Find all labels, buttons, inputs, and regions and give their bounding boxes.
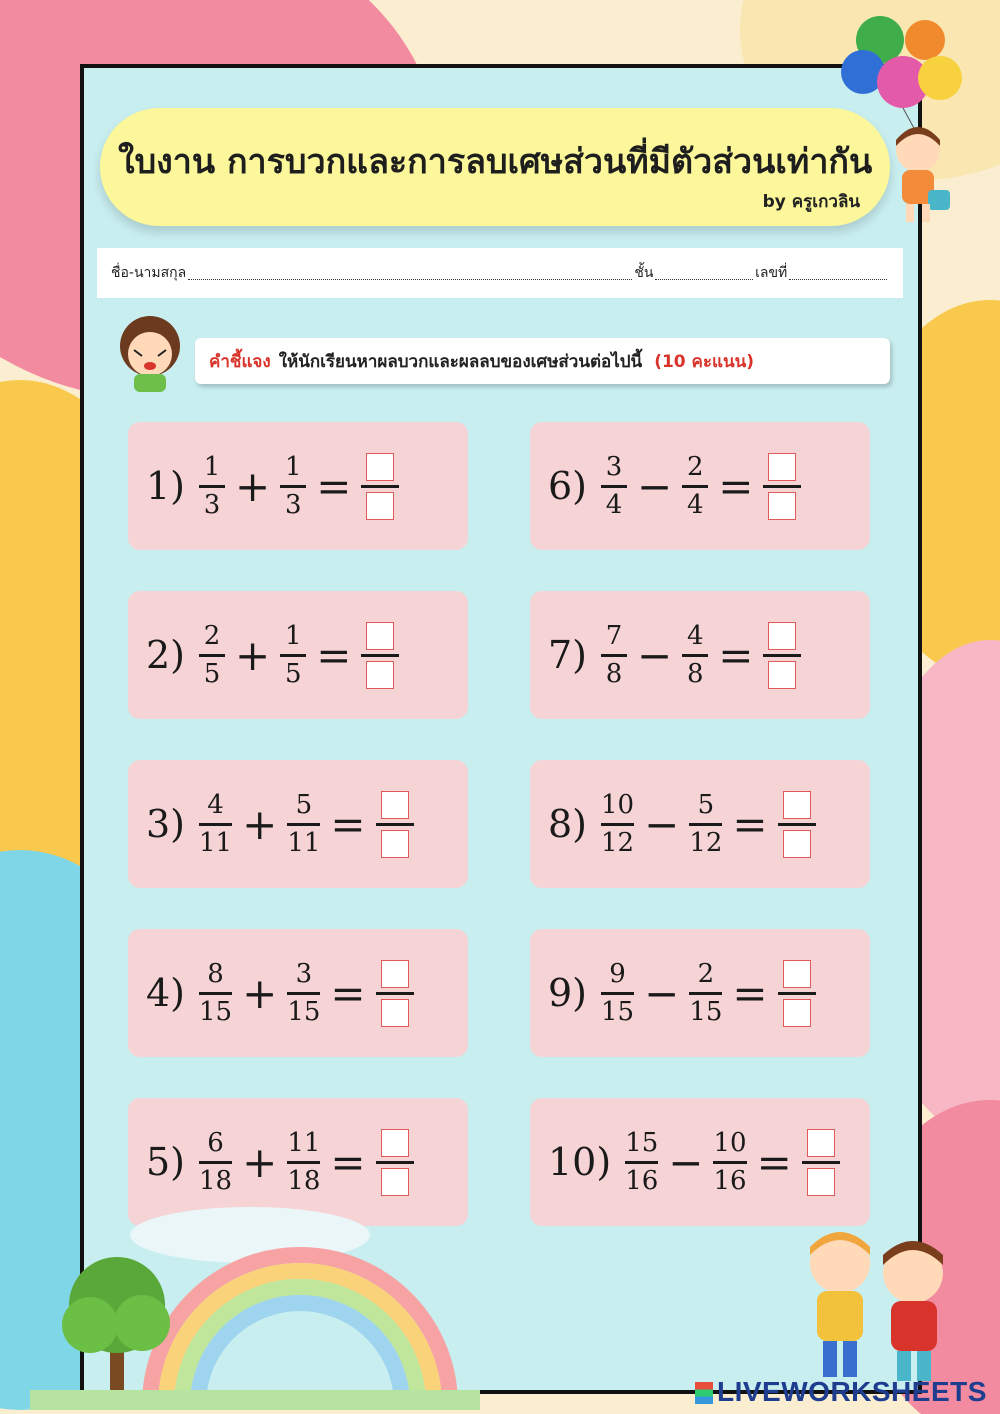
answer-fraction — [802, 1129, 840, 1196]
instructions-text: ให้นักเรียนหาผลบวกและผลลบของเศษส่วนต่อไปนี้ — [278, 351, 643, 372]
fraction-b — [287, 791, 320, 857]
kids-illustration-icon — [795, 1225, 970, 1390]
fraction-b-denominator: 15 — [689, 996, 723, 1027]
answer-fraction — [361, 453, 399, 520]
fraction-bar — [601, 485, 627, 488]
fraction-bar — [625, 1161, 658, 1164]
fraction-bar — [601, 823, 634, 826]
equals-sign: = — [718, 630, 754, 680]
question-card — [530, 1098, 870, 1226]
logo-text: LIVEWORKSHEETS — [717, 1376, 987, 1407]
fraction-bar — [280, 485, 306, 488]
answer-fraction — [376, 791, 414, 858]
fraction-bar — [376, 823, 414, 826]
equals-sign: = — [732, 799, 768, 849]
operator-sign: − — [644, 968, 680, 1018]
answer-numerator-input[interactable] — [381, 960, 409, 988]
fraction-bar — [287, 823, 320, 826]
fraction-bar — [376, 992, 414, 995]
fraction-a-denominator: 11 — [199, 827, 233, 858]
fraction-bar — [713, 1161, 746, 1164]
answer-denominator-input[interactable] — [783, 830, 811, 858]
fraction-b-numerator: 2 — [686, 451, 704, 482]
fraction-a-denominator: 16 — [625, 1165, 659, 1196]
question-card — [530, 760, 870, 888]
fraction-bar — [601, 654, 627, 657]
answer-numerator-input[interactable] — [783, 960, 811, 988]
question-number: 2) — [146, 633, 186, 677]
fraction-b-denominator: 18 — [287, 1165, 321, 1196]
equals-sign: = — [732, 968, 768, 1018]
fraction-bar — [682, 485, 708, 488]
fraction-b-denominator: 4 — [686, 489, 704, 520]
answer-fraction — [763, 453, 801, 520]
question-number: 9) — [548, 971, 588, 1015]
answer-fraction — [361, 622, 399, 689]
fraction-b — [287, 1129, 320, 1195]
fraction-a-denominator: 15 — [199, 996, 233, 1027]
fraction-b-numerator: 5 — [295, 789, 313, 820]
fraction-bar — [778, 992, 816, 995]
answer-denominator-input[interactable] — [381, 999, 409, 1027]
fraction-b-denominator: 8 — [686, 658, 704, 689]
answer-denominator-input[interactable] — [768, 492, 796, 520]
logo-icon — [695, 1382, 713, 1404]
fraction-a — [199, 622, 225, 688]
operator-sign: + — [242, 799, 278, 849]
fraction-a-numerator: 6 — [207, 1127, 224, 1158]
class-label: ชั้น — [634, 265, 654, 281]
fraction-a — [601, 622, 627, 688]
fraction-a-numerator: 9 — [609, 958, 626, 989]
fraction-b-numerator: 1 — [284, 451, 302, 482]
fraction-bar — [199, 992, 232, 995]
fraction-a-denominator: 12 — [601, 827, 635, 858]
fraction-b — [689, 960, 722, 1026]
answer-denominator-input[interactable] — [783, 999, 811, 1027]
fraction-bar — [682, 654, 708, 657]
author-byline: by ครูเกวลิน — [762, 192, 860, 212]
answer-numerator-input[interactable] — [366, 453, 394, 481]
question-number: 1) — [146, 464, 186, 508]
answer-denominator-input[interactable] — [366, 492, 394, 520]
operator-sign: + — [235, 630, 271, 680]
fraction-bar — [287, 1161, 320, 1164]
operator-sign: − — [637, 461, 673, 511]
fraction-bar — [689, 823, 722, 826]
fraction-a-numerator: 15 — [625, 1127, 659, 1158]
answer-numerator-input[interactable] — [381, 791, 409, 819]
answer-numerator-input[interactable] — [366, 622, 394, 650]
equals-sign: = — [718, 461, 754, 511]
fraction-a — [601, 960, 634, 1026]
fraction-a-denominator: 5 — [203, 658, 221, 689]
answer-fraction — [376, 1129, 414, 1196]
fraction-b-denominator: 3 — [284, 489, 302, 520]
fraction-b-numerator: 5 — [697, 789, 715, 820]
answer-numerator-input[interactable] — [783, 791, 811, 819]
answer-fraction — [778, 960, 816, 1027]
instructions-points: (10 คะแนน) — [654, 351, 755, 372]
question-number: 7) — [548, 633, 588, 677]
question-card — [530, 591, 870, 719]
fraction-b-numerator: 1 — [284, 620, 302, 651]
fraction-b — [287, 960, 320, 1026]
fraction-b-denominator: 12 — [689, 827, 723, 858]
operator-sign: + — [235, 461, 271, 511]
girl-avatar-icon — [112, 312, 188, 392]
page-title: ใบงาน การบวกและการลบเศษส่วนที่มีตัวส่วนเท่ากัน — [118, 142, 873, 182]
fraction-b — [682, 622, 708, 688]
fraction-b-numerator: 11 — [287, 1127, 321, 1158]
fraction-a-denominator: 3 — [203, 489, 221, 520]
fraction-a — [199, 1129, 232, 1195]
fraction-a-numerator: 8 — [207, 958, 224, 989]
fraction-b — [280, 453, 306, 519]
liveworksheets-logo — [695, 1376, 987, 1408]
fraction-bar — [376, 1161, 414, 1164]
fraction-bar — [361, 654, 399, 657]
fraction-a — [601, 453, 627, 519]
answer-numerator-input[interactable] — [768, 622, 796, 650]
fraction-bar — [199, 823, 232, 826]
answer-denominator-input[interactable] — [381, 1168, 409, 1196]
fraction-bar — [361, 485, 399, 488]
fraction-b — [280, 622, 306, 688]
fraction-b-numerator: 2 — [697, 958, 715, 989]
fraction-b-numerator: 4 — [686, 620, 704, 651]
fraction-bar — [802, 1161, 840, 1164]
answer-fraction — [376, 960, 414, 1027]
fraction-bar — [199, 654, 225, 657]
question-card — [530, 422, 870, 550]
fraction-bar — [287, 992, 320, 995]
class-field[interactable] — [655, 267, 753, 280]
fraction-a-numerator: 7 — [605, 620, 623, 651]
equals-sign: = — [316, 630, 352, 680]
answer-denominator-input[interactable] — [381, 830, 409, 858]
rainbow-scenery-icon — [30, 1205, 480, 1410]
fraction-bar — [601, 992, 634, 995]
question-card — [128, 422, 468, 550]
fraction-a-numerator: 1 — [203, 451, 221, 482]
answer-numerator-input[interactable] — [807, 1129, 835, 1157]
fraction-b-numerator: 3 — [295, 958, 313, 989]
fraction-a — [199, 453, 225, 519]
answer-fraction — [763, 622, 801, 689]
fraction-bar — [689, 992, 722, 995]
question-number: 8) — [548, 802, 588, 846]
operator-sign: − — [668, 1137, 704, 1187]
fraction-b-denominator: 11 — [287, 827, 321, 858]
fraction-bar — [778, 823, 816, 826]
question-number: 4) — [146, 971, 186, 1015]
name-label: ชื่อ-นามสกุล — [111, 265, 187, 281]
fraction-b-denominator: 16 — [713, 1165, 747, 1196]
girl-illustration-icon — [880, 120, 960, 230]
operator-sign: + — [242, 968, 278, 1018]
fraction-b — [682, 453, 708, 519]
equals-sign: = — [330, 968, 366, 1018]
answer-numerator-input[interactable] — [768, 453, 796, 481]
fraction-a — [625, 1129, 658, 1195]
answer-denominator-input[interactable] — [768, 661, 796, 689]
fraction-a — [601, 791, 634, 857]
fraction-a — [199, 791, 232, 857]
fraction-bar — [763, 485, 801, 488]
question-number: 10) — [548, 1140, 612, 1184]
fraction-b-denominator: 5 — [284, 658, 302, 689]
question-card — [128, 760, 468, 888]
fraction-b-denominator: 15 — [287, 996, 321, 1027]
fraction-bar — [199, 485, 225, 488]
fraction-b-numerator: 10 — [713, 1127, 747, 1158]
fraction-a-denominator: 18 — [199, 1165, 233, 1196]
fraction-a-numerator: 10 — [601, 789, 635, 820]
number-label: เลขที่ — [755, 265, 788, 281]
number-field[interactable] — [789, 267, 887, 280]
fraction-a-numerator: 4 — [207, 789, 224, 820]
question-card — [128, 929, 468, 1057]
question-number: 5) — [146, 1140, 186, 1184]
question-card — [128, 591, 468, 719]
fraction-a-denominator: 15 — [601, 996, 635, 1027]
instructions-bar — [195, 338, 890, 384]
fraction-a — [199, 960, 232, 1026]
operator-sign: + — [242, 1137, 278, 1187]
instructions-label: คำชี้แจง — [209, 351, 271, 372]
operator-sign: − — [637, 630, 673, 680]
fraction-b — [689, 791, 722, 857]
answer-numerator-input[interactable] — [381, 1129, 409, 1157]
answer-fraction — [778, 791, 816, 858]
question-number: 6) — [548, 464, 588, 508]
fraction-a-denominator: 8 — [605, 658, 623, 689]
operator-sign: − — [644, 799, 680, 849]
question-number: 3) — [146, 802, 186, 846]
fraction-a-numerator: 3 — [605, 451, 623, 482]
question-card — [530, 929, 870, 1057]
student-info-strip — [97, 248, 903, 298]
fraction-bar — [280, 654, 306, 657]
fraction-a-denominator: 4 — [605, 489, 623, 520]
name-field[interactable] — [188, 267, 632, 280]
fraction-bar — [763, 654, 801, 657]
fraction-a-numerator: 2 — [203, 620, 221, 651]
answer-denominator-input[interactable] — [807, 1168, 835, 1196]
equals-sign: = — [330, 799, 366, 849]
equals-sign: = — [330, 1137, 366, 1187]
equals-sign: = — [316, 461, 352, 511]
equals-sign: = — [756, 1137, 792, 1187]
answer-denominator-input[interactable] — [366, 661, 394, 689]
fraction-bar — [199, 1161, 232, 1164]
fraction-b — [713, 1129, 746, 1195]
